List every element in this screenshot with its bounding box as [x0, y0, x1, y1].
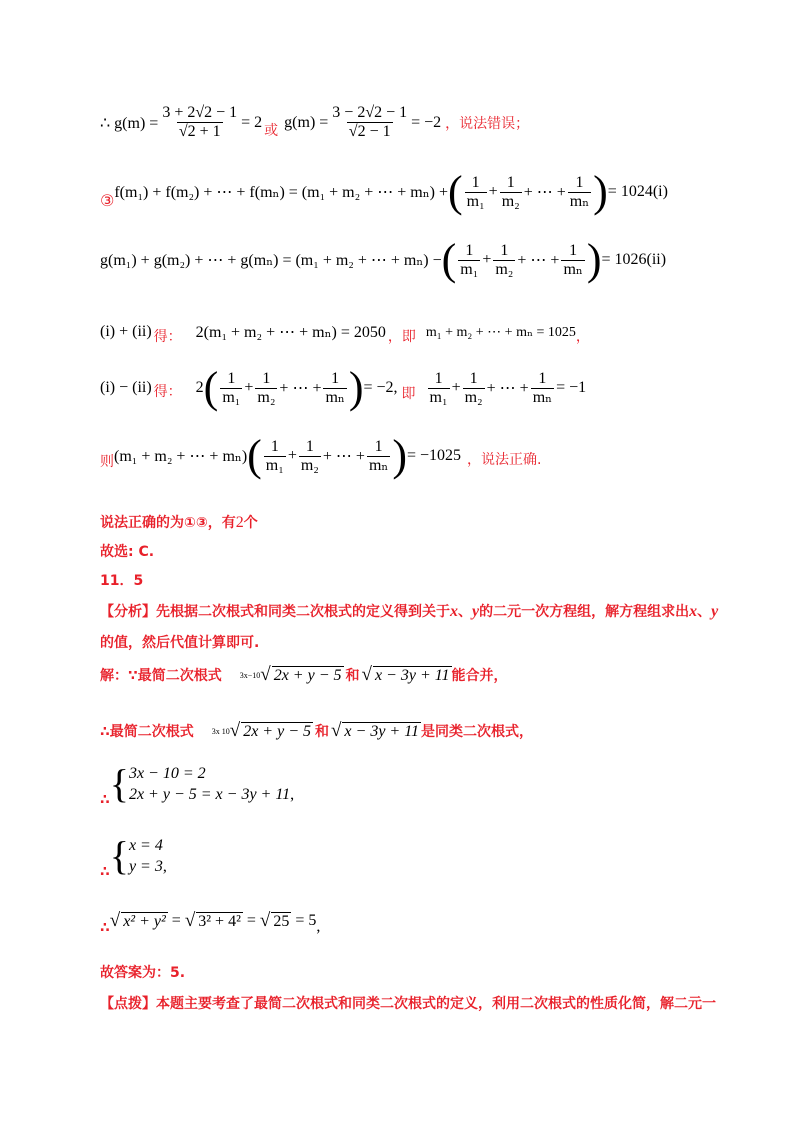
equation-line-4: (i) + (ii) 得： 2(m₁ + m₂ + ⋯ + mₙ) = 2050 ，即 m₁ + m₂ + ⋯ + mₙ = 1025 ， [100, 323, 590, 345]
or-label: 或 [264, 122, 279, 139]
equation-line-1: ∴ g(m) = $\frac{3 + 2√2 - 1}{√2 + 1}$ = 2 或 g(m) = $\frac{3 - 2√2 - 1}{√2 - 1}$ = −2 ，说法错误； [100, 104, 530, 140]
circled-three: ③ [100, 190, 115, 210]
eq1-lhs: ∴ g(m) = [100, 114, 159, 132]
equation-line-5: (i) − (ii) 得： 2 ( $\frac{1}{\text{m₁}}$ + $\frac{1}{\text{m₂}}$ + ⋯ + $\frac{1}{\text{mₙ}}$ ) = −2, 即 $\frac{1}{\text{m₁}}$ + $\frac{1}{\text{m₂}}$ + ⋯ + $\frac{1}{\text{mₙ}}$ = −1 [100, 363, 587, 412]
equation-system-1: ∴ { 3x − 10 = 2 2x + y − 5 = x − 3y + 11 , [100, 761, 295, 808]
left-brace: { [109, 761, 129, 806]
wrong-label: ，说法错误； [445, 115, 530, 132]
choice-text: 故选: C. [100, 544, 155, 560]
eq1-fraction-b: $\frac{3 - 2√2 - 1}{√2 - 1}$ [332, 104, 408, 140]
conclusion-text: 说法正确的为①③，有2个 [100, 514, 258, 531]
equation-line-6: 则 (m₁ + m₂ + ⋯ + mₙ) ( $\frac{1}{\text{m₁}}$ + $\frac{1}{\text{m₂}}$ + ⋯ + $\frac{1}{\text{mₙ}}$ ) = −1025 ，说法正确. [100, 431, 542, 480]
question-number: 11．5 [100, 573, 144, 589]
solution-line-2: ∴最简二次根式 3x 10 √ 2x + y − 5 和 √ x − 3y + 11 是同类二次根式， [100, 720, 534, 741]
equation-line-3: g(m₁) + g(m₂) + ⋯ + g(mₙ) = (m₁ + m₂ + ⋯ + mₙ) − ( $\frac{1}{\text{m₁}}$ + $\frac{1}{\text{m₂}}$ + ⋯ + $\frac{1}{\text{mₙ}}$ ) = 1026(ii) [100, 235, 667, 284]
tip-paragraph: 【点拨】本题主要考查了最简二次根式和同类二次根式的定义，利用二次根式的性质化简，解二元一 [100, 996, 716, 1012]
answer-text: 故答案为：5. [100, 965, 186, 981]
left-brace: { [109, 833, 129, 878]
eq1-fraction-a: $\frac{3 + 2√2 - 1}{√2 + 1}$ [162, 104, 238, 140]
analysis-paragraph: 【分析】先根据二次根式和同类二次根式的定义得到关于x、y的二元一次方程组，解方程组求出x、y [100, 603, 719, 620]
solution-line-1: 解：∵最简二次根式 3x−10 √ 2x + y − 5 和 √ x − 3y + 11 能合并， [100, 664, 508, 685]
result-line: ∴ √ x² + y² = √ 3² + 4² = √ 25 = 5 , [100, 910, 321, 936]
analysis-paragraph-2: 的值，然后代值计算即可. [100, 635, 260, 651]
equation-line-2: ③ f(m₁) + f(m₂) + ⋯ + f(mₙ) = (m₁ + m₂ + ⋯ + mₙ) + ( $\frac{1}{\text{m₁}}$ + $\frac{1}{\text{m₂}}$ + ⋯ + $\frac{1}{\text{mₙ}}$ ) = 1024(i) [100, 167, 668, 216]
equation-system-2: ∴ { x = 4 y = 3 , [100, 833, 167, 880]
